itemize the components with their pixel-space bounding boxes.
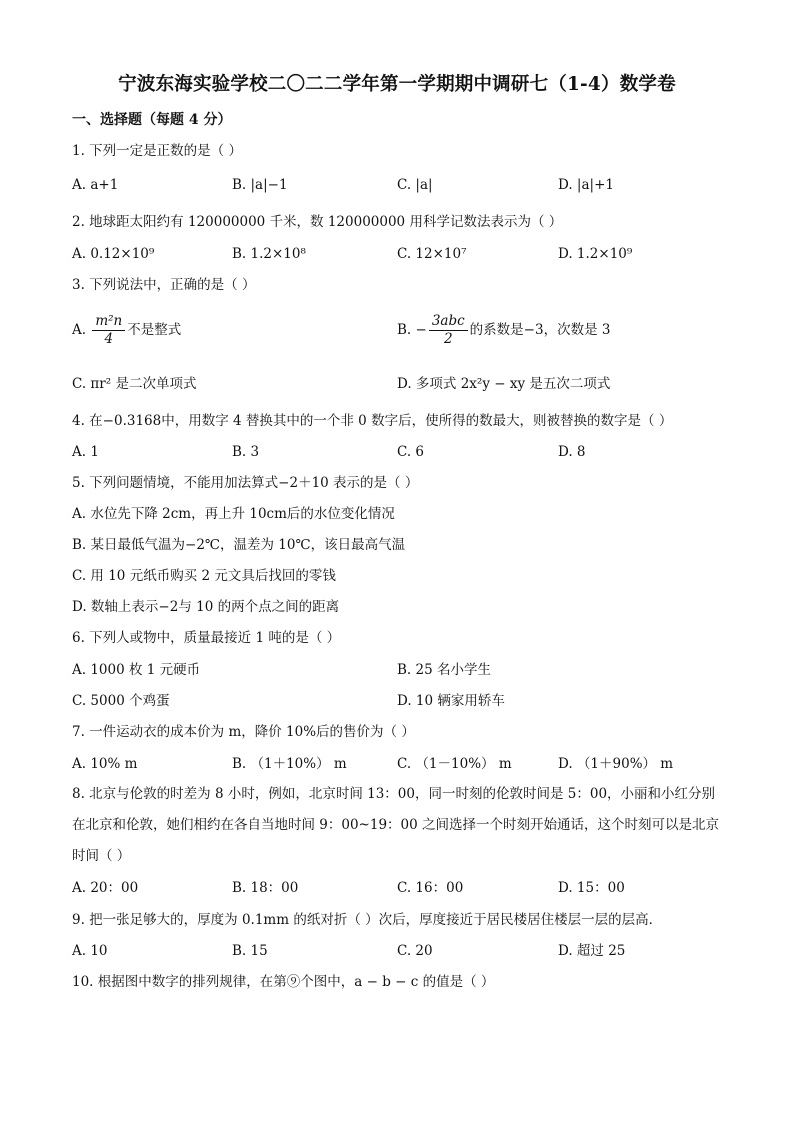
question-6-option-a: A. 1000 枚 1 元硬币 (72, 662, 201, 678)
question-3-option-b (397, 313, 610, 348)
option-label: A. (72, 322, 87, 338)
question-6-stem: 6. 下列人或物中，质量最接近 1 吨的是（ ） (72, 630, 341, 646)
question-10-stem: 10. 根据图中数字的排列规律，在第⑨个图中，a − b − c 的值是（ ） (72, 974, 495, 990)
question-6-option-c: C. 5000 个鸡蛋 (72, 693, 170, 709)
question-5-stem: 5. 下列问题情境，不能用加法算式−2＋10 表示的是（ ） (72, 475, 419, 491)
question-9-option-a: A. 10 (72, 943, 108, 959)
fraction (92, 313, 125, 348)
question-3-option-a (72, 313, 181, 348)
question-9-option-d: D. 超过 25 (558, 943, 626, 959)
option-text: 不是整式 (127, 322, 182, 338)
question-4-stem: 4. 在−0.3168中，用数字 4 替换其中的一个非 0 数字后，使所得的数最大，则被替换的数字是（ ） (72, 413, 673, 429)
question-8-option-d: D. 15：00 (558, 880, 625, 896)
fraction-denominator: 2 (443, 331, 453, 347)
question-9-option-b: B. 15 (232, 943, 268, 959)
question-1-option-b: B. |a|−1 (232, 177, 288, 193)
question-1-option-a: A. a+1 (72, 177, 119, 193)
question-4-option-c: C. 6 (397, 444, 425, 460)
question-4-option-a: A. 1 (72, 444, 99, 460)
option-text: 的系数是−3，次数是 3 (469, 322, 611, 338)
question-5-option-c: C. 用 10 元纸币购买 2 元文具后找回的零钱 (72, 568, 336, 584)
question-7-option-b: B. （1＋10%） m (232, 756, 347, 772)
question-7-option-a: A. 10% m (72, 756, 138, 772)
fraction-denominator: 4 (104, 331, 114, 347)
question-7-option-c: C. （1－10%） m (397, 756, 512, 772)
question-6-option-b: B. 25 名小学生 (397, 662, 491, 678)
question-8-stem: 8. 北京与伦敦的时差为 8 小时，例如，北京时间 13：00，同一时刻的伦敦时间是 5：00，小丽和小红分别在北京和伦敦，她们相约在各自当地时间 9：00~19：00 之间选择一个时刻开始通话，这个时刻可以是北京时间（ ） (72, 786, 720, 864)
question-3-option-c: C. πr² 是二次单项式 (72, 376, 197, 392)
question-2-option-d: D. 1.2×10⁹ (558, 246, 633, 262)
question-1-option-c: C. |a| (397, 177, 433, 193)
option-label: B. (397, 322, 412, 338)
question-8-option-b: B. 18：00 (232, 880, 299, 896)
question-7-stem: 7. 一件运动衣的成本价为 m，降价 10%后的售价为（ ） (72, 724, 415, 740)
exam-title: 宁波东海实验学校二〇二二学年第一学期期中调研七（1-4）数学卷 (118, 74, 676, 95)
question-8-option-a: A. 20：00 (72, 880, 139, 896)
minus-sign: − (415, 322, 427, 338)
question-2-option-c: C. 12×10⁷ (397, 246, 467, 262)
question-2-stem: 2. 地球距太阳约有 120000000 千米，数 120000000 用科学记数法表示为（ ） (72, 214, 563, 230)
question-3-stem: 3. 下列说法中，正确的是（ ） (72, 277, 256, 293)
question-2-option-a: A. 0.12×10⁹ (72, 246, 155, 262)
fraction-numerator: 3abc (429, 313, 468, 331)
question-9-stem: 9. 把一张足够大的，厚度为 0.1mm 的纸对折（ ）次后，厚度接近于居民楼居住楼层一层的层高． (72, 912, 663, 928)
question-3-option-d: D. 多项式 2x²y − xy 是五次二项式 (397, 376, 611, 392)
question-7-option-d: D. （1＋90%） m (558, 756, 674, 772)
question-5-option-a: A. 水位先下降 2cm，再上升 10cm后的水位变化情况 (72, 506, 395, 522)
section-heading: 一、选择题（每题 4 分） (72, 112, 232, 128)
question-1-option-d: D. |a|+1 (558, 177, 614, 193)
question-1-stem: 1. 下列一定是正数的是（ ） (72, 143, 242, 159)
fraction (429, 313, 468, 348)
question-2-option-b: B. 1.2×10⁸ (232, 246, 306, 262)
question-4-option-d: D. 8 (558, 444, 586, 460)
question-5-option-d: D. 数轴上表示−2与 10 的两个点之间的距离 (72, 599, 340, 615)
question-9-option-c: C. 20 (397, 943, 433, 959)
question-5-option-b: B. 某日最低气温为−2℃，温差为 10℃，该日最高气温 (72, 537, 406, 553)
question-8-option-c: C. 16：00 (397, 880, 464, 896)
question-4-option-b: B. 3 (232, 444, 260, 460)
question-6-option-d: D. 10 辆家用轿车 (397, 693, 505, 709)
fraction-numerator: m²n (92, 313, 125, 331)
